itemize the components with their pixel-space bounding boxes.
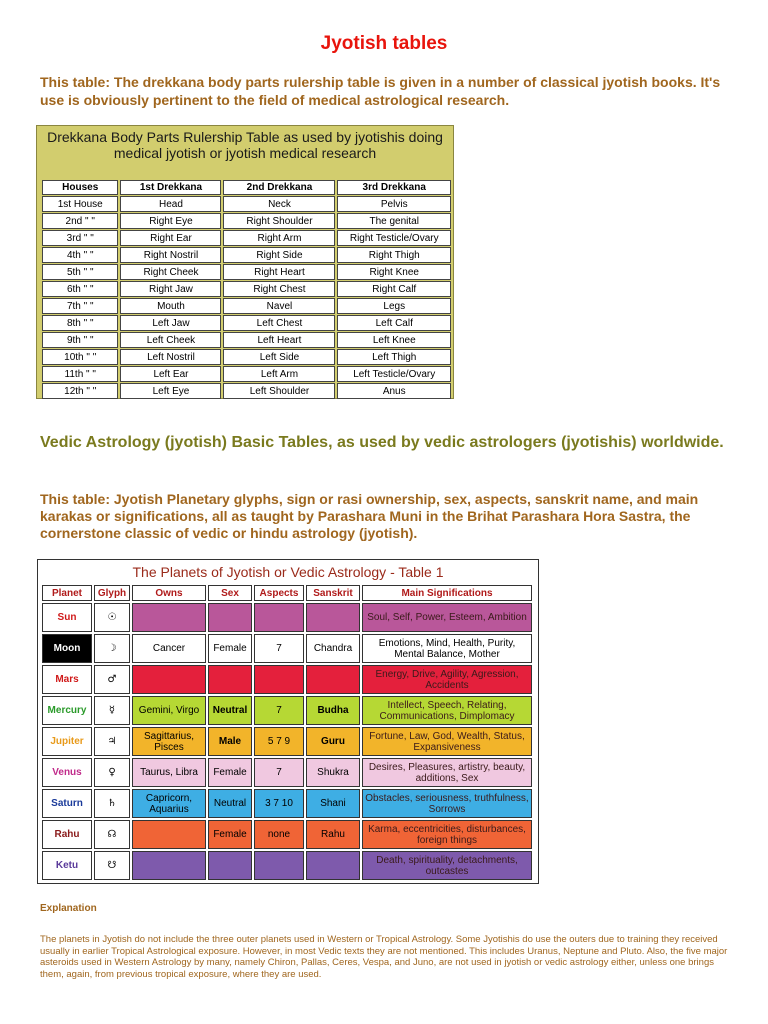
- drekkana-cell: 6th " ": [42, 281, 118, 297]
- drekkana-cell: Neck: [223, 196, 335, 212]
- drekkana-cell: Left Side: [223, 349, 335, 365]
- drekkana-cell: Left Heart: [223, 332, 335, 348]
- intro-paragraph-drekkana: This table: The drekkana body parts rulership table is given in a number of classical jyotish books. It's use is obviously pertinent to the field of medical astrological research.: [40, 74, 721, 108]
- planet-owns-cell: [132, 665, 206, 694]
- drekkana-cell: Right Shoulder: [223, 213, 335, 229]
- planet-sig-cell: Desires, Pleasures, artistry, beauty, additions, Sex: [362, 758, 532, 787]
- planet-sex-cell: [208, 603, 252, 632]
- planets-table: [40, 583, 534, 882]
- drekkana-cell: Right Knee: [337, 264, 451, 280]
- planet-aspects-cell: [254, 603, 304, 632]
- planet-planet-cell: Venus: [42, 758, 92, 787]
- drekkana-cell: Left Testicle/Ovary: [337, 366, 451, 382]
- planet-aspects-cell: [254, 665, 304, 694]
- planet-aspects-cell: 7: [254, 634, 304, 663]
- drekkana-cell: Right Nostril: [120, 247, 221, 263]
- drekkana-row: [42, 349, 451, 365]
- drekkana-cell: Left Thigh: [337, 349, 451, 365]
- drekkana-header-cell: 2nd Drekkana: [223, 180, 335, 195]
- drekkana-table-panel: [36, 125, 454, 399]
- intro-paragraph-planets: This table: Jyotish Planetary glyphs, sign or rasi ownership, sex, aspects, sanskrit name, and main karakas or significations, all as taught by Parashara Muni in the Brihat Parashara Hora Sastra, the cornerstone classic of vedic or hindu astrology (jyotish).: [40, 491, 699, 541]
- planet-row: [42, 665, 532, 694]
- planet-glyph-icon: ♀: [94, 758, 130, 787]
- drekkana-cell: 9th " ": [42, 332, 118, 348]
- drekkana-row: [42, 281, 451, 297]
- drekkana-cell: Left Knee: [337, 332, 451, 348]
- planet-sig-cell: Karma, eccentricities, disturbances, foreign things: [362, 820, 532, 849]
- drekkana-cell: Left Cheek: [120, 332, 221, 348]
- planet-sanskrit-cell: Guru: [306, 727, 360, 756]
- planet-sanskrit-cell: [306, 851, 360, 880]
- planet-glyph-icon: ☋: [94, 851, 130, 880]
- drekkana-cell: 12th " ": [42, 383, 118, 399]
- drekkana-cell: Right Heart: [223, 264, 335, 280]
- planet-aspects-cell: 7: [254, 758, 304, 787]
- drekkana-cell: Right Calf: [337, 281, 451, 297]
- planet-sig-cell: Energy, Drive, Agility, Agression, Accidents: [362, 665, 532, 694]
- planets-table-panel: [37, 559, 539, 884]
- drekkana-cell: Left Arm: [223, 366, 335, 382]
- drekkana-table-caption: Drekkana Body Parts Rulership Table as used by jyotishis doing medical jyotish or jyotish medical research: [47, 129, 443, 161]
- drekkana-cell: Left Shoulder: [223, 383, 335, 399]
- planet-row: [42, 789, 532, 818]
- planet-sig-cell: Obstacles, seriousness, truthfulness, Sorrows: [362, 789, 532, 818]
- drekkana-cell: 5th " ": [42, 264, 118, 280]
- planet-sex-cell: Female: [208, 634, 252, 663]
- planet-planet-cell: Moon: [42, 634, 92, 663]
- planet-sig-cell: Fortune, Law, God, Wealth, Status, Expansiveness: [362, 727, 532, 756]
- drekkana-row: [42, 196, 451, 212]
- planet-row: [42, 727, 532, 756]
- drekkana-row: [42, 264, 451, 280]
- planet-row: [42, 696, 532, 725]
- drekkana-cell: Right Testicle/Ovary: [337, 230, 451, 246]
- drekkana-cell: Left Ear: [120, 366, 221, 382]
- planet-owns-cell: Gemini, Virgo: [132, 696, 206, 725]
- drekkana-row: [42, 315, 451, 331]
- planet-owns-cell: Capricorn, Aquarius: [132, 789, 206, 818]
- drekkana-header-cell: 3rd Drekkana: [337, 180, 451, 195]
- planet-sanskrit-cell: [306, 603, 360, 632]
- drekkana-cell: Left Calf: [337, 315, 451, 331]
- planet-planet-cell: Rahu: [42, 820, 92, 849]
- planet-sanskrit-cell: Shukra: [306, 758, 360, 787]
- planet-sex-cell: Neutral: [208, 789, 252, 818]
- explanation-text: The planets in Jyotish do not include the three outer planets used in Western or Tropical Astrology. Some Jyotishis do use the outers due to training they received usually in earlier Tropical Astrological exposure. However, in most Vedic texts they are not mentioned. This includes Uranus, Neptune and Pluto. Also, the five major asteroids used in Western Astrology by many, namely Chiron, Pallas, Ceres, Vespa, and Juno, are not used in jyotish or vedic astrology either, unless one brings them, again, from previous tropical exposure, where they are used.: [40, 934, 728, 980]
- drekkana-cell: Right Thigh: [337, 247, 451, 263]
- drekkana-cell: 10th " ": [42, 349, 118, 365]
- section-heading-basic-tables: Vedic Astrology (jyotish) Basic Tables, as used by vedic astrologers (jyotishis) worldwide.: [40, 434, 724, 451]
- drekkana-row: [42, 332, 451, 348]
- drekkana-cell: 4th " ": [42, 247, 118, 263]
- drekkana-row: [42, 383, 451, 399]
- planet-glyph-icon: ♂: [94, 665, 130, 694]
- planet-glyph-icon: ♃: [94, 727, 130, 756]
- planet-glyph-icon: ♄: [94, 789, 130, 818]
- planets-header-cell: Aspects: [254, 585, 304, 601]
- planet-sanskrit-cell: Shani: [306, 789, 360, 818]
- planet-sex-cell: Neutral: [208, 696, 252, 725]
- planet-owns-cell: Cancer: [132, 634, 206, 663]
- drekkana-cell: 3rd " ": [42, 230, 118, 246]
- planet-planet-cell: Mercury: [42, 696, 92, 725]
- drekkana-cell: Right Jaw: [120, 281, 221, 297]
- planet-planet-cell: Mars: [42, 665, 92, 694]
- drekkana-cell: Left Eye: [120, 383, 221, 399]
- planet-aspects-cell: 3 7 10: [254, 789, 304, 818]
- planet-sex-cell: [208, 665, 252, 694]
- planet-aspects-cell: none: [254, 820, 304, 849]
- drekkana-cell: Head: [120, 196, 221, 212]
- drekkana-cell: The genital: [337, 213, 451, 229]
- planet-sex-cell: Female: [208, 758, 252, 787]
- planet-sex-cell: [208, 851, 252, 880]
- planets-header-cell: Sex: [208, 585, 252, 601]
- drekkana-cell: Anus: [337, 383, 451, 399]
- planet-sanskrit-cell: [306, 665, 360, 694]
- drekkana-row: [42, 366, 451, 382]
- planets-table-caption: The Planets of Jyotish or Vedic Astrology - Table 1: [132, 564, 444, 580]
- planet-glyph-icon: ☉: [94, 603, 130, 632]
- planets-header-cell: Main Significations: [362, 585, 532, 601]
- planet-planet-cell: Ketu: [42, 851, 92, 880]
- planet-sanskrit-cell: Chandra: [306, 634, 360, 663]
- planet-owns-cell: [132, 603, 206, 632]
- planet-aspects-cell: 5 7 9: [254, 727, 304, 756]
- page-title: Jyotish tables: [320, 33, 448, 54]
- drekkana-row: [42, 213, 451, 229]
- planet-glyph-icon: ☽: [94, 634, 130, 663]
- planet-planet-cell: Sun: [42, 603, 92, 632]
- planets-header-cell: Sanskrit: [306, 585, 360, 601]
- planet-sig-cell: Soul, Self, Power, Esteem, Ambition: [362, 603, 532, 632]
- drekkana-cell: Left Nostril: [120, 349, 221, 365]
- planet-row: [42, 851, 532, 880]
- planet-planet-cell: Jupiter: [42, 727, 92, 756]
- drekkana-cell: Right Side: [223, 247, 335, 263]
- drekkana-cell: 8th " ": [42, 315, 118, 331]
- planet-row: [42, 634, 532, 663]
- drekkana-cell: Legs: [337, 298, 451, 314]
- drekkana-cell: Mouth: [120, 298, 221, 314]
- drekkana-cell: 7th " ": [42, 298, 118, 314]
- drekkana-header-cell: Houses: [42, 180, 118, 195]
- drekkana-cell: Left Chest: [223, 315, 335, 331]
- drekkana-cell: Right Cheek: [120, 264, 221, 280]
- planet-glyph-icon: ☊: [94, 820, 130, 849]
- planet-sanskrit-cell: Budha: [306, 696, 360, 725]
- planets-header-cell: Planet: [42, 585, 92, 601]
- drekkana-cell: Right Ear: [120, 230, 221, 246]
- planet-aspects-cell: 7: [254, 696, 304, 725]
- drekkana-row: [42, 247, 451, 263]
- drekkana-cell: Right Chest: [223, 281, 335, 297]
- drekkana-cell: 1st House: [42, 196, 118, 212]
- planet-row: [42, 758, 532, 787]
- planet-owns-cell: [132, 820, 206, 849]
- planet-glyph-icon: ☿: [94, 696, 130, 725]
- drekkana-cell: 2nd " ": [42, 213, 118, 229]
- planet-row: [42, 820, 532, 849]
- planet-planet-cell: Saturn: [42, 789, 92, 818]
- drekkana-header-cell: 1st Drekkana: [120, 180, 221, 195]
- planet-sex-cell: Male: [208, 727, 252, 756]
- planets-header-cell: Glyph: [94, 585, 130, 601]
- planet-owns-cell: Taurus, Libra: [132, 758, 206, 787]
- drekkana-cell: Right Eye: [120, 213, 221, 229]
- planet-owns-cell: [132, 851, 206, 880]
- planet-sig-cell: Emotions, Mind, Health, Purity, Mental Balance, Mother: [362, 634, 532, 663]
- planet-sig-cell: Intellect, Speech, Relating, Communications, Dimplomacy: [362, 696, 532, 725]
- explanation-heading: Explanation: [40, 903, 97, 914]
- drekkana-cell: 11th " ": [42, 366, 118, 382]
- planet-aspects-cell: [254, 851, 304, 880]
- planets-header-cell: Owns: [132, 585, 206, 601]
- drekkana-cell: Left Jaw: [120, 315, 221, 331]
- drekkana-row: [42, 298, 451, 314]
- drekkana-cell: Navel: [223, 298, 335, 314]
- planet-sex-cell: Female: [208, 820, 252, 849]
- drekkana-cell: Right Arm: [223, 230, 335, 246]
- planet-sig-cell: Death, spirituality, detachments, outcastes: [362, 851, 532, 880]
- drekkana-table: [40, 179, 453, 400]
- planet-owns-cell: Sagittarius, Pisces: [132, 727, 206, 756]
- drekkana-row: [42, 230, 451, 246]
- planet-sanskrit-cell: Rahu: [306, 820, 360, 849]
- drekkana-cell: Pelvis: [337, 196, 451, 212]
- planet-row: [42, 603, 532, 632]
